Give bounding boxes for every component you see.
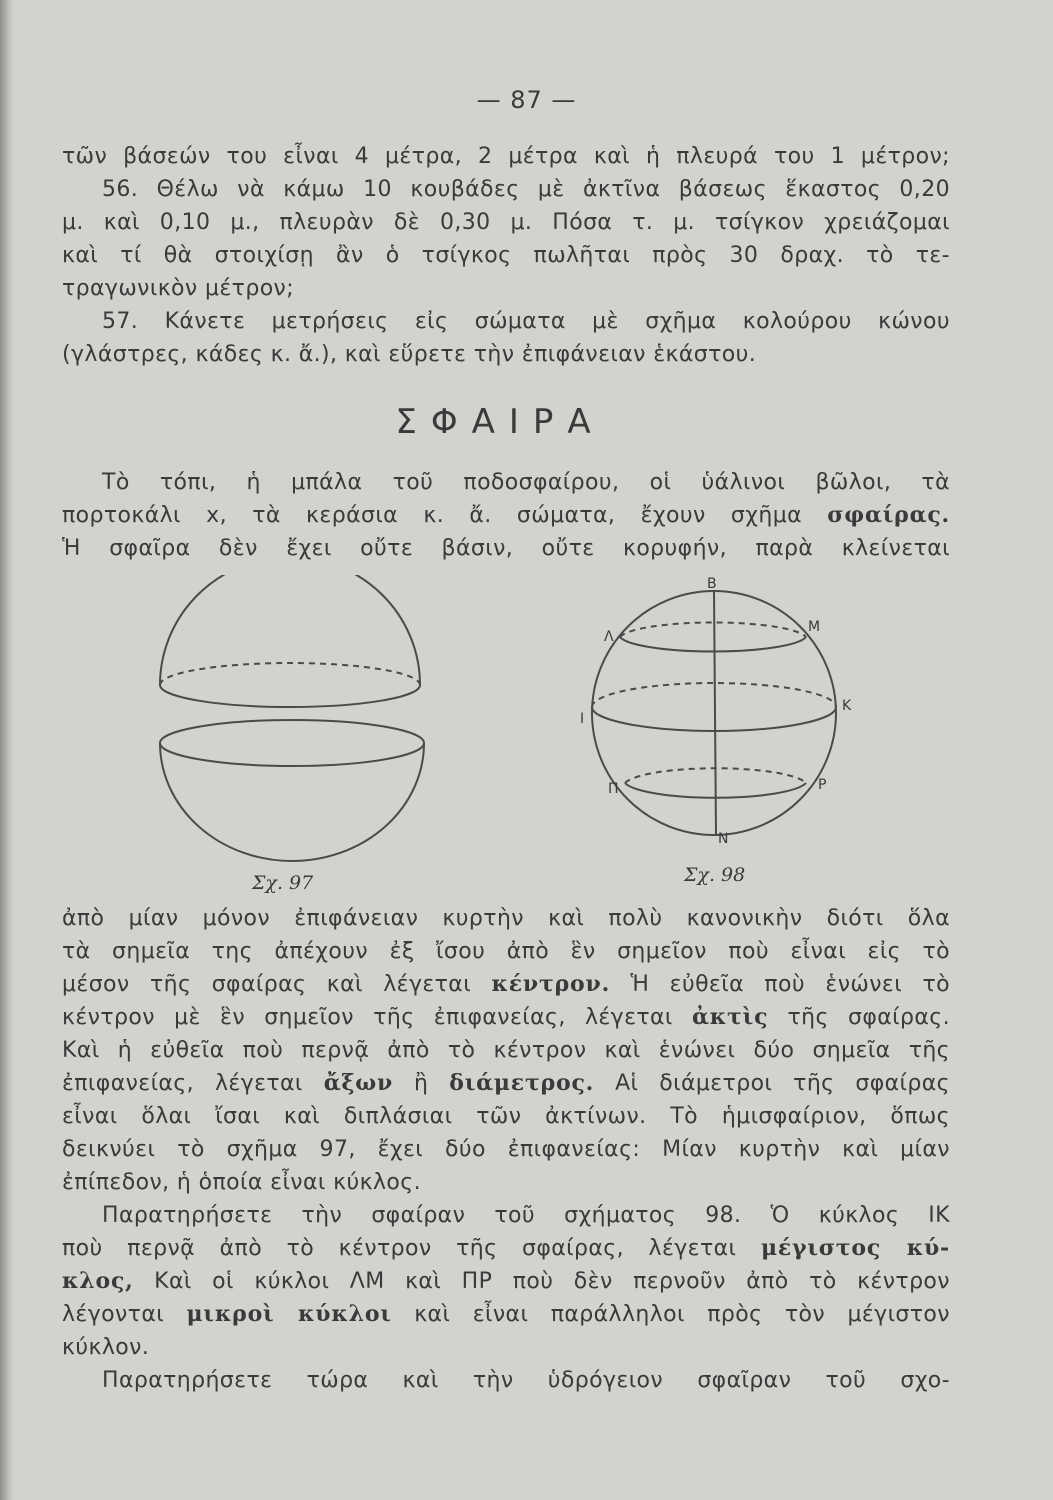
bold-term-great-circle-cont: κλος, (62, 1268, 134, 1294)
bold-term-great-circle: μέγιστος κύ- (760, 1235, 950, 1261)
label-R: Ρ (818, 777, 827, 793)
text-line: καὶ τί θὰ στοιχίσῃ ἂν ὁ τσίγκος πωλῆται πρὸς 30 δραχ. τὸ τε- (62, 243, 950, 268)
lower-hemisphere-rim (160, 720, 424, 766)
bold-term-radius: ἀκτὶς (692, 1004, 769, 1030)
text-line: κύκλον. (62, 1335, 150, 1360)
exercise-56-line: 56. Θέλω νὰ κάμω 10 κουβάδες μὲ ἀκτῖνα βάσεως ἕκαστος 0,20 (102, 177, 950, 202)
text-line: ἀπὸ μίαν μόνον ἐπιφάνειαν κυρτὴν καὶ πολὺ κανονικὴν διότι ὅλα (62, 906, 950, 931)
bold-term-diameter: διάμετρος. (449, 1070, 595, 1096)
upper-hemisphere-front-rim (160, 685, 420, 707)
book-spine-shadow (0, 0, 14, 1500)
label-N: Ν (718, 831, 729, 847)
label-K: Κ (842, 698, 852, 714)
text-line: κλος, Καὶ οἱ κύκλοι ΛΜ καὶ ΠΡ ποὺ δὲν περνοῦν ἀπὸ τὸ κέντρον (62, 1268, 950, 1294)
bold-term-sphere: σφαίρας. (827, 502, 950, 528)
text-line: ἐπίπεδον, ἡ ὁποία εἶναι κύκλος. (62, 1170, 421, 1195)
bold-term-small-circles: μικροὶ κύκλοι (186, 1301, 392, 1327)
label-M: Μ (808, 619, 821, 635)
text-line: εἶναι ὅλαι ἴσαι καὶ διπλάσιαι τῶν ἀκτίνων. Τὸ ἡμισφαίριον, ὅπως (62, 1104, 950, 1129)
upper-hemisphere-hidden-rim (160, 663, 420, 685)
exercises-block (62, 140, 950, 371)
text-line: ποὺ περνᾷ ἀπὸ τὸ κέντρον τῆς σφαίρας, λέγεται μέγιστος κύ- (62, 1235, 950, 1261)
figure-97-caption: Σχ. 97 (252, 872, 314, 894)
upper-hemisphere-dome (160, 575, 420, 685)
text-line: Καὶ ἡ εὐθεῖα ποὺ περνᾷ ἀπὸ τὸ κέντρον καὶ ἑνώνει δύο σημεῖα τῆς (62, 1038, 950, 1063)
small-circle-LM-front (620, 637, 806, 652)
text-line: ἐπιφανείας, λέγεται ἄξων ἢ διάμετρος. Αἱ διάμετροι τῆς σφαίρας (62, 1070, 950, 1096)
text-line: (γλάστρες, κάδες κ. ἄ.), καὶ εὕρετε τὴν ἐπιφάνειαν ἑκάστου. (62, 342, 757, 367)
figure-97-hemispheres (150, 575, 440, 865)
small-circle-LM-back (620, 622, 806, 637)
lower-hemisphere-bowl (160, 743, 424, 861)
text-line: τὰ σημεῖα της ἀπέχουν ἐξ ἴσου ἀπὸ ἓν σημεῖον ποὺ εἶναι εἰς τὸ (62, 939, 950, 964)
label-B: Β (707, 576, 717, 592)
body-text (62, 902, 950, 1397)
bold-term-center: κέντρον. (491, 971, 611, 997)
label-I: Ι (580, 711, 585, 727)
label-L: Λ (604, 629, 614, 645)
page-number: — 87 — (476, 86, 577, 114)
intro-paragraph (62, 466, 950, 565)
text-line: τραγωνικὸν μέτρον; (62, 276, 295, 301)
label-P: Π (608, 781, 619, 797)
bold-term-axis: ἄξων (323, 1070, 394, 1096)
text-line: μέσον τῆς σφαίρας καὶ λέγεται κέντρον. Ἡ εὐθεῖα ποὺ ἑνώνει τὸ (62, 971, 950, 997)
text-line: Ἡ σφαῖρα δὲν ἔχει οὔτε βάσιν, οὔτε κορυφήν, παρὰ κλείνεται (62, 536, 950, 561)
figure-98-sphere (580, 575, 870, 855)
section-heading: ΣΦΑΙΡΑ (395, 402, 605, 442)
figure-98-caption: Σχ. 98 (684, 864, 746, 886)
text-line: δεικνύει τὸ σχῆμα 97, ἔχει δύο ἐπιφανείας: Μίαν κυρτὴν καὶ μίαν (62, 1137, 950, 1162)
text-line: τῶν βάσεών του εἶναι 4 μέτρα, 2 μέτρα καὶ ἡ πλευρά του 1 μέτρον; (62, 144, 950, 169)
text-line: κέντρον μὲ ἓν σημεῖον τῆς ἐπιφανείας, λέγεται ἀκτὶς τῆς σφαίρας. (62, 1004, 950, 1030)
text-line: Παρατηρήσετε τώρα καὶ τὴν ὑδρόγειον σφαῖραν τοῦ σχο- (102, 1368, 950, 1393)
exercise-57-line: 57. Κάνετε μετρήσεις εἰς σώματα μὲ σχῆμα κολούρου κώνου (102, 309, 950, 334)
text-line: πορτοκάλι x, τὰ κεράσια κ. ἄ. σώματα, ἔχουν σχῆμα σφαίρας. (62, 502, 950, 528)
text-line: Παρατηρήσετε τὴν σφαίραν τοῦ σχήματος 98. Ὁ κύκλος ΙΚ (102, 1203, 950, 1228)
text-line: Τὸ τόπι, ἡ μπάλα τοῦ ποδοσφαίρου, οἱ ὑάλινοι βῶλοι, τὰ (102, 470, 950, 495)
text-line: μ. καὶ 0,10 μ., πλευρὰν δὲ 0,30 μ. Πόσα τ. μ. τσίγκον χρειάζομαι (62, 210, 950, 235)
text-line: λέγονται μικροὶ κύκλοι καὶ εἶναι παράλληλοι πρὸς τὸν μέγιστον (62, 1301, 950, 1327)
